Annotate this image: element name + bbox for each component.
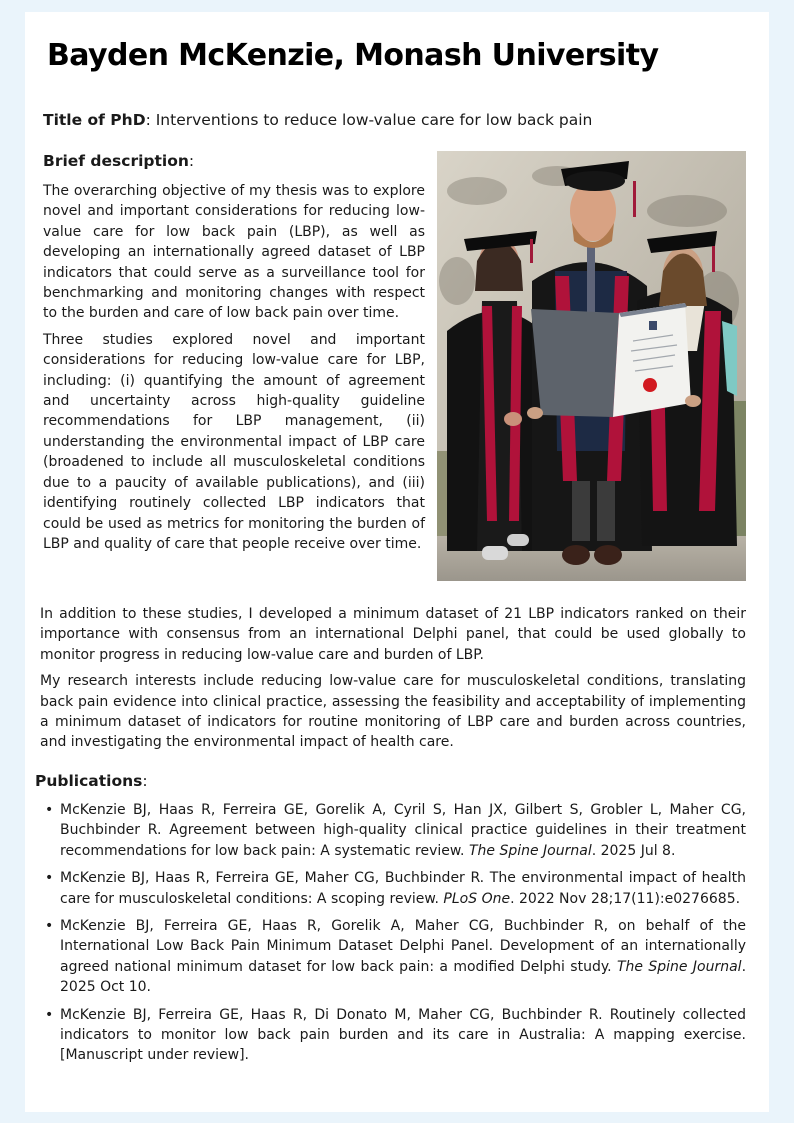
publication-journal: PLoS One (443, 890, 511, 907)
publications-list (45, 800, 747, 1073)
publication-date: . 2025 Oct 10. (60, 958, 747, 996)
paragraph-objective: The overarching objective of my thesis was to explore novel and important considerations for reducing low-value care for low back pain (LBP), as well as developing an internationally agreed dataset of LBP indicators that could serve as a surveillance tool for benchmarking and monitoring changes with respect to the burden and care of low back pain over time. (43, 183, 425, 322)
brief-description-label: Brief description (43, 152, 189, 170)
publication-citation: McKenzie BJ, Ferreira GE, Haas R, Gorelik A, Maher CG, Buchbinder R, on behalf of the International Low Back Pain Minimum Dataset Delphi Panel. Development of an internationally agreed national minimum dataset for low back pain: a modified Delphi study. (60, 918, 746, 975)
publication-item (45, 1005, 746, 1066)
page-title: Bayden McKenzie, Monash University (47, 38, 659, 73)
publications-heading (35, 771, 148, 791)
publication-item (45, 916, 747, 998)
graduation-photo (437, 151, 746, 581)
publications-label: Publications (35, 772, 143, 790)
publication-citation: McKenzie BJ, Haas R, Ferreira GE, Maher CG, Buchbinder R. The environmental impact of health care for musculoskeletal conditions: A scoping review. (60, 870, 746, 907)
publication-date: . 2022 Nov 28;17(11):e0276685. (510, 890, 741, 907)
brief-description-heading (43, 151, 194, 171)
publication-citation: McKenzie BJ, Ferreira GE, Haas R, Di Donato M, Maher CG, Buchbinder R. Routinely collected indicators to monitor low back pain burden and its care in Australia: A mapping exercise. [Manuscript under review]. (60, 1006, 746, 1064)
publication-journal: The Spine Journal (616, 958, 742, 975)
phd-title-line (43, 110, 592, 130)
bullet-icon: • (45, 870, 54, 887)
brief-description-column (43, 181, 425, 560)
phd-title-label: Title of PhD (43, 111, 146, 129)
phd-title-value: : Interventions to reduce low-value care for low back pain (145, 111, 593, 129)
publications-colon: : (142, 772, 148, 790)
paragraph-dataset: In addition to these studies, I developed a minimum dataset of 21 LBP indicators ranked on their importance with consensus from an international Delphi panel, that could be used globally to monitor progress in reducing low-value care and burden of LBP. (40, 606, 746, 663)
brief-description-full-width (40, 604, 746, 759)
publication-item (45, 868, 746, 909)
bullet-icon: • (45, 802, 54, 818)
bullet-icon: • (45, 1006, 54, 1023)
paragraph-interests: My research interests include reducing low-value care for musculoskeletal conditions, translating back pain evidence into clinical practice, assessing the feasibility and acceptability of implementing a minimum dataset of indicators for routine monitoring of LBP care and burden across countries, and investigating the environmental impact of health care. (40, 673, 746, 751)
document-page (25, 12, 769, 1112)
publication-citation: McKenzie BJ, Haas R, Ferreira GE, Gorelik A, Cyril S, Han JX, Gilbert S, Grobler L, Maher CG, Buchbinder R. Agreement between high-quality clinical practice guidelines in their treatment recommendations for low back pain: A systematic review. (60, 802, 746, 859)
bullet-icon: • (45, 918, 54, 935)
brief-colon: : (188, 152, 195, 170)
paragraph-studies: Three studies explored novel and important considerations for reducing low-value care for LBP, including: (i) quantifying the amount of agreement and uncertainty across high-quality guideline recommendations for LBP management, (ii) understanding the environmental impact of LBP care (broadened to include all musculoskeletal conditions due to a paucity of available publications), and (iii) identifying routinely collected LBP indicators that could be used as metrics for monitoring the burden of LBP and quality of care that people receive over time. (43, 331, 425, 552)
publication-item (45, 800, 746, 861)
publication-journal: The Spine Journal (468, 842, 592, 859)
publication-date: . 2025 Jul 8. (591, 842, 676, 859)
